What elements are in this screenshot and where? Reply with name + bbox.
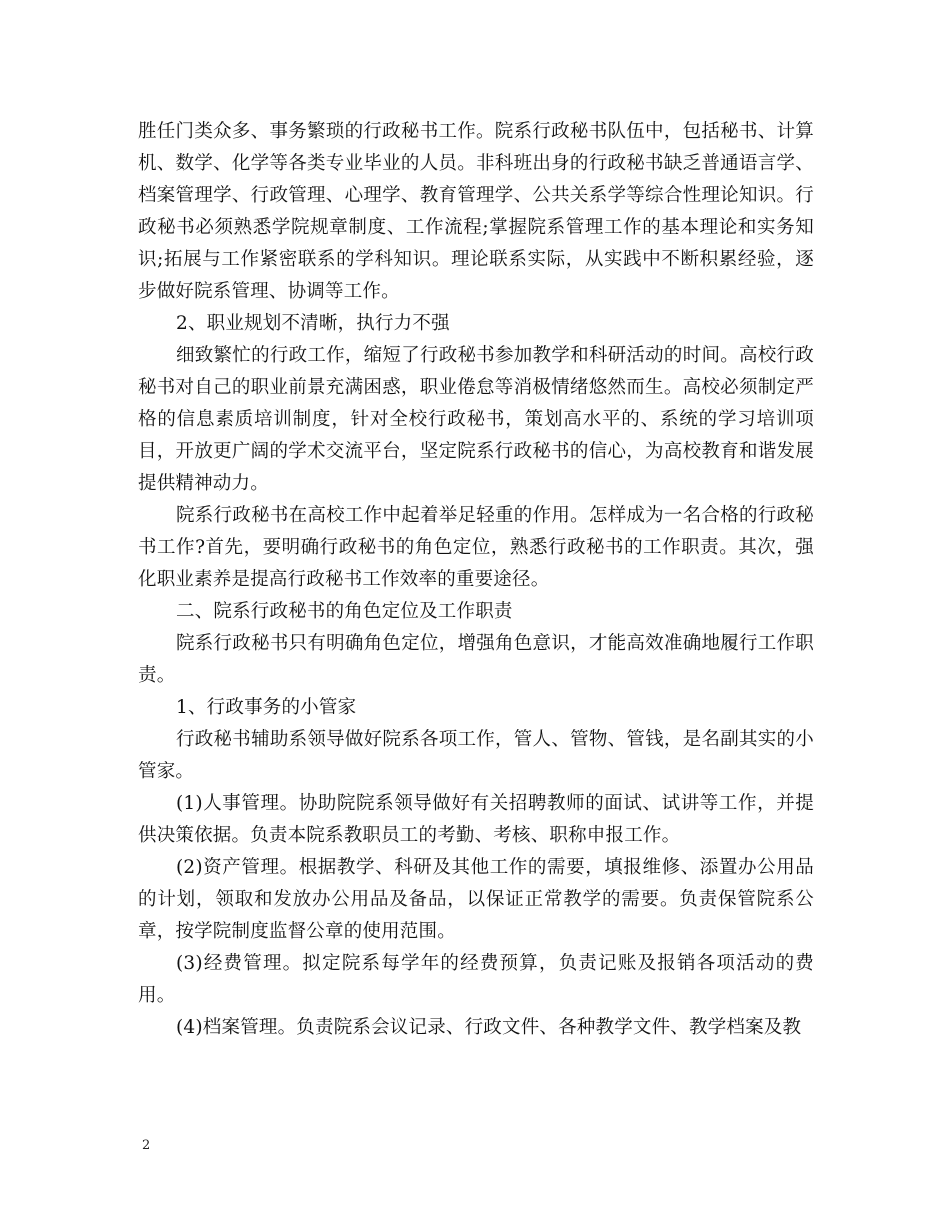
section-heading: 2、职业规划不清晰，执行力不强: [176, 313, 450, 334]
document-body: [138, 116, 814, 1044]
paragraph: 胜任门类众多、事务繁琐的行政秘书工作。院系行政秘书队伍中，包括秘书、计算机、数学、化学等各类专业毕业的人员。非科班出身的行政秘书缺乏普通语言学、档案管理学、行政管理、心理学、教育管理学、公共关系学等综合性理论知识。行政秘书必须熟悉学院规章制度、工作流程;掌握院系管理工作的基本理论和实务知识;拓展与工作紧密联系的学科知识。理论联系实际，从实践中不断积累经验，逐步做好院系管理、协调等工作。: [138, 121, 814, 302]
list-item: (3)经费管理。拟定院系每学年的经费预算，负责记账及报销各项活动的费用。: [138, 953, 814, 1006]
page-number: 2: [142, 1138, 151, 1153]
section-heading: 1、行政事务的小管家: [176, 697, 357, 718]
paragraph: 行政秘书辅助系领导做好院系各项工作，管人、管物、管钱，是名副其实的小管家。: [138, 729, 814, 782]
paragraph: 院系行政秘书只有明确角色定位，增强角色意识，才能高效准确地履行工作职责。: [138, 633, 814, 686]
paragraph: 院系行政秘书在高校工作中起着举足轻重的作用。怎样成为一名合格的行政秘书工作?首先，要明确行政秘书的角色定位，熟悉行政秘书的工作职责。其次，强化职业素养是提高行政秘书工作效率的重要途径。: [138, 505, 814, 590]
paragraph: 细致繁忙的行政工作，缩短了行政秘书参加教学和科研活动的时间。高校行政秘书对自己的职业前景充满困惑，职业倦怠等消极情绪悠然而生。高校必须制定严格的信息素质培训制度，针对全校行政秘书，策划高水平的、系统的学习培训项目，开放更广阔的学术交流平台，坚定院系行政秘书的信心，为高校教育和谐发展提供精神动力。: [138, 345, 814, 494]
list-item: (2)资产管理。根据教学、科研及其他工作的需要，填报维修、添置办公用品的计划，领取和发放办公用品及备品，以保证正常教学的需要。负责保管院系公章，按学院制度监督公章的使用范围。: [138, 857, 814, 942]
list-item: (4)档案管理。负责院系会议记录、行政文件、各种教学文件、教学档案及教: [176, 1017, 802, 1038]
list-item: (1)人事管理。协助院院系领导做好有关招聘教师的面试、试讲等工作，并提供决策依据。负责本院系教职员工的考勤、考核、职称申报工作。: [138, 793, 814, 846]
section-heading: 二、院系行政秘书的角色定位及工作职责: [176, 601, 513, 622]
